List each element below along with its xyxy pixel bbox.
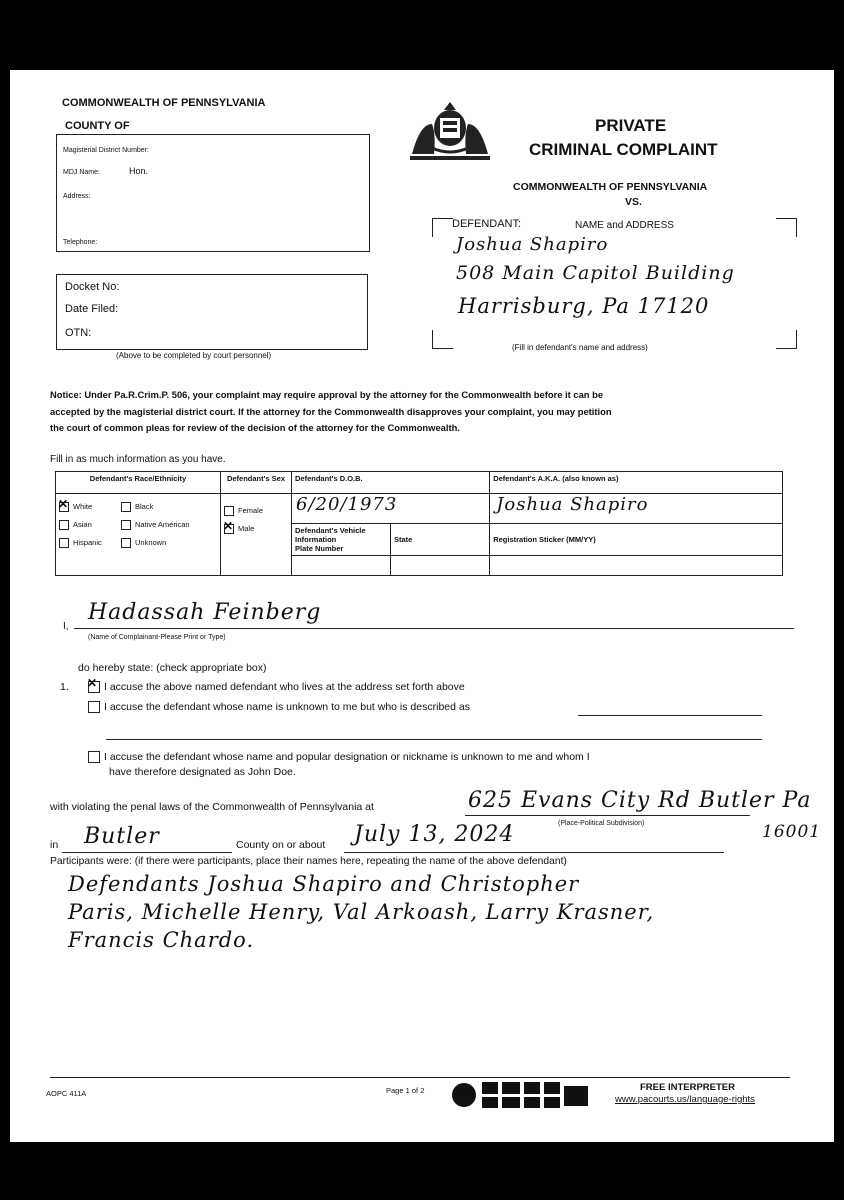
hereby-state: do hereby state: (check appropriate box) <box>78 662 267 674</box>
mdj-name-value: Hon. <box>129 166 149 176</box>
plate-value-cell[interactable] <box>292 556 391 576</box>
sticker-value-cell[interactable] <box>490 556 783 576</box>
sex-header: Defendant's Sex <box>221 472 292 494</box>
fill-defendant-note: (Fill in defendant's name and address) <box>512 343 648 352</box>
form-id: AOPC 411A <box>46 1089 87 1098</box>
complainant-name-note: (Name of Complainant-Please Print or Type) <box>88 634 226 641</box>
defendant-address-line1-handwritten: 508 Main Capitol Building <box>456 262 735 284</box>
vehicle-header: Defendant's Vehicle Information <box>295 526 366 544</box>
county-handwritten: Butler <box>84 824 160 849</box>
telephone-label: Telephone: <box>63 239 98 246</box>
vs-label: VS. <box>625 196 642 208</box>
race-header: Defendant's Race/Ethnicity <box>56 472 221 494</box>
complainant-prefix: I, <box>63 621 69 632</box>
court-info-box <box>56 134 370 252</box>
race-native-label: Native American <box>135 520 190 530</box>
mdj-name-label: MDJ Name: <box>63 169 100 176</box>
title-criminal-complaint: CRIMINAL COMPLAINT <box>529 140 718 159</box>
fill-in-instruction: Fill in as much information as you have. <box>50 454 226 465</box>
race-black-checkbox[interactable] <box>121 502 131 512</box>
language-access-icon <box>450 1078 610 1112</box>
free-interpreter: FREE INTERPRETER <box>640 1082 736 1093</box>
address-label: Address: <box>63 193 91 200</box>
defendant-info-table <box>55 471 783 576</box>
defendant-label: DEFENDANT: <box>452 218 522 230</box>
pennsylvania-seal-icon <box>402 98 498 162</box>
dob-cell <box>292 494 490 524</box>
zip-handwritten: 16001 <box>762 822 822 842</box>
footer-divider <box>50 1077 790 1078</box>
accuse-option-1-checkbox[interactable] <box>88 681 100 693</box>
page-number: Page 1 of 2 <box>386 1086 425 1095</box>
dob-handwritten: 6/20/1973 <box>296 494 398 515</box>
docket-label: Docket No: <box>65 281 120 293</box>
date-filed-label: Date Filed: <box>65 303 119 315</box>
name-address-label: NAME and ADDRESS <box>575 220 674 231</box>
race-white-label: White <box>73 502 93 511</box>
race-black-label: Black <box>135 502 154 511</box>
participants-label: Participants were: (if there were participants, place their names here, repeating the name of the above defendant) <box>50 856 567 867</box>
dob-header: Defendant's D.O.B. <box>292 472 490 494</box>
court-personnel-note: (Above to be completed by court personnel) <box>116 351 272 360</box>
accuse-option-2 <box>88 701 470 713</box>
violating-label: with violating the penal laws of the Commonwealth of Pennsylvania at <box>50 801 374 813</box>
description-line-2 <box>106 739 762 740</box>
participants-line-3: Francis Chardo. <box>68 928 255 952</box>
sex-cell <box>221 494 292 576</box>
complaint-form-page <box>10 70 834 1142</box>
state-header: State <box>391 524 490 556</box>
accuse-option-3-cont: have therefore designated as John Doe. <box>109 766 296 778</box>
defendant-address-line2-handwritten: Harrisburg, Pa 17120 <box>458 294 710 318</box>
race-hispanic-checkbox[interactable] <box>59 538 69 548</box>
item-number-1: 1. <box>60 681 69 693</box>
bracket-top-left <box>432 218 453 237</box>
accuse-option-1-label: I accuse the above named defendant who lives at the address set forth above <box>104 681 465 693</box>
description-line-1 <box>578 715 762 716</box>
county-line <box>62 852 232 853</box>
aka-header: Defendant's A.K.A. (also known as) <box>490 472 783 494</box>
language-rights-link[interactable]: www.pacourts.us/language-rights <box>615 1094 755 1105</box>
accuse-option-1 <box>88 681 465 693</box>
complainant-name-line <box>74 628 794 629</box>
race-native-checkbox[interactable] <box>121 520 131 530</box>
sex-female-checkbox[interactable] <box>224 506 234 516</box>
race-unknown-label: Unknown <box>135 538 167 548</box>
notice-line-1: Notice: Under Pa.R.Crim.P. 506, your complaint may require approval by the attorney for the Commonwealth before it can be <box>50 389 604 400</box>
district-number-label: Magisterial District Number: <box>63 147 149 154</box>
race-asian-label: Asian <box>73 520 92 530</box>
place-handwritten: 625 Evans City Rd Butler Pa <box>468 788 812 813</box>
sticker-header: Registration Sticker (MM/YY) <box>490 524 783 556</box>
plate-header-cell <box>292 524 391 556</box>
accuse-option-3-checkbox[interactable] <box>88 751 100 763</box>
race-cell <box>56 494 221 576</box>
bracket-bottom-left <box>432 330 453 349</box>
place-note: (Place-Political Subdivision) <box>558 820 645 827</box>
race-asian-checkbox[interactable] <box>59 520 69 530</box>
accuse-option-3-label: I accuse the defendant whose name and popular designation or nickname is unknown to me and whom I <box>104 751 590 763</box>
in-label: in <box>50 839 59 851</box>
date-line <box>344 852 724 853</box>
title-private: PRIVATE <box>595 116 667 135</box>
docket-box <box>56 274 368 350</box>
vs-commonwealth: COMMONWEALTH OF PENNSYLVANIA <box>513 181 708 193</box>
notice-line-3: the court of common pleas for review of the decision of the attorney for the Commonwealth. <box>50 422 460 433</box>
commonwealth-heading: COMMONWEALTH OF PENNSYLVANIA <box>62 97 266 109</box>
aka-handwritten: Joshua Shapiro <box>496 494 649 515</box>
plate-header: Plate Number <box>295 544 344 553</box>
notice-line-2: accepted by the magisterial district court. If the attorney for the Commonwealth disapproves your complaint, you may petition <box>50 406 612 417</box>
race-white-checkbox[interactable] <box>59 502 69 512</box>
bracket-top-right <box>776 218 797 237</box>
race-hispanic-label: Hispanic <box>73 538 102 548</box>
complainant-name-handwritten: Hadassah Feinberg <box>88 600 322 625</box>
date-handwritten: July 13, 2024 <box>354 822 515 847</box>
participants-line-1: Defendants Joshua Shapiro and Christopher <box>68 872 580 896</box>
otn-label: OTN: <box>65 327 92 339</box>
accuse-option-2-checkbox[interactable] <box>88 701 100 713</box>
accuse-option-3 <box>88 751 590 763</box>
bracket-bottom-right <box>776 330 797 349</box>
state-value-cell[interactable] <box>391 556 490 576</box>
defendant-name-handwritten: Joshua Shapiro <box>456 234 609 255</box>
participants-line-2: Paris, Michelle Henry, Val Arkoash, Larry Krasner, <box>68 900 655 924</box>
place-line <box>465 815 750 816</box>
sex-male-checkbox[interactable] <box>224 524 234 534</box>
race-unknown-checkbox[interactable] <box>121 538 131 548</box>
sex-female-label: Female <box>238 506 264 515</box>
county-label: COUNTY OF <box>65 120 130 132</box>
county-on-or-about-label: County on or about <box>236 839 326 851</box>
accuse-option-2-label: I accuse the defendant whose name is unknown to me but who is described as <box>104 701 470 713</box>
aka-cell <box>490 494 783 524</box>
sex-male-label: Male <box>238 524 255 534</box>
